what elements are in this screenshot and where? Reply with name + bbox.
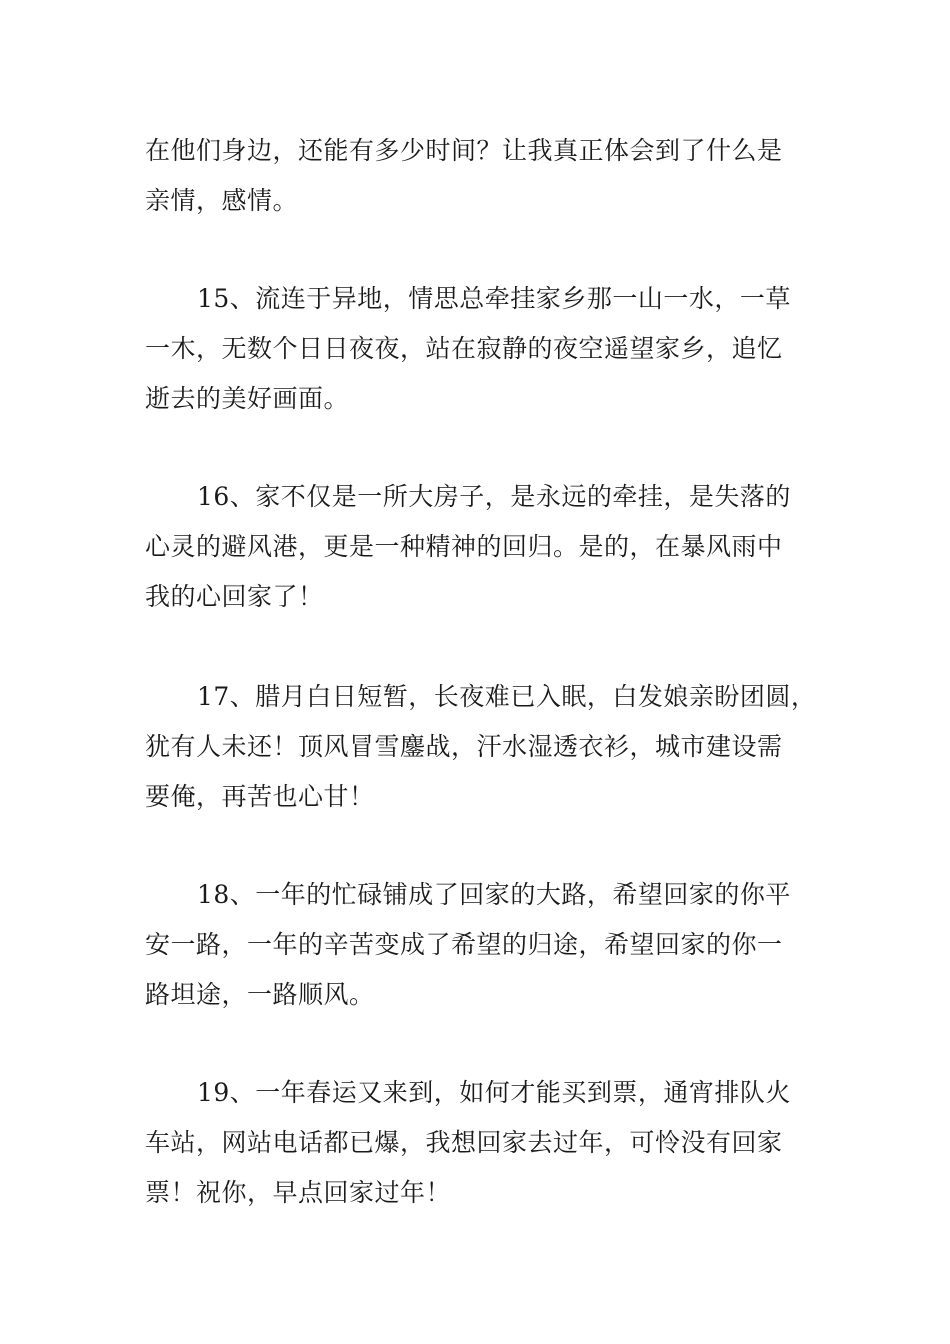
paragraph-line: 要俺，再苦也心甘！ [145,782,375,811]
paragraph-continuation [145,126,835,226]
paragraph-line: 16、家不仅是一所大房子，是永远的牵挂，是失落的 [197,482,791,511]
paragraph-line: 逝去的美好画面。 [145,384,350,413]
paragraph-item-15 [145,274,835,424]
paragraph-item-18 [145,870,835,1020]
paragraph-item-16 [145,472,835,622]
paragraph-line: 安一路，一年的辛苦变成了希望的归途，希望回家的你一 [145,930,783,959]
paragraph-line: 在他们身边，还能有多少时间？让我真正体会到了什么是 [145,136,783,165]
paragraph-line: 犹有人未还！顶风冒雪鏖战，汗水湿透衣衫，城市建设需 [145,732,783,761]
paragraph-line: 心灵的避风港，更是一种精神的回归。是的，在暴风雨中 [145,532,783,561]
paragraph-item-19 [145,1068,835,1218]
paragraph-line: 亲情，感情。 [145,186,299,215]
paragraph-line: 18、一年的忙碌铺成了回家的大路，希望回家的你平 [197,880,791,909]
paragraph-line: 17、腊月白日短暂，长夜难已入眠，白发娘亲盼团圆， [197,682,817,711]
paragraph-line: 路坦途，一路顺风。 [145,980,375,1009]
paragraph-line: 15、流连于异地，情思总牵挂家乡那一山一水，一草 [197,284,791,313]
paragraph-line: 我的心回家了！ [145,582,324,611]
paragraph-line: 一木，无数个日日夜夜，站在寂静的夜空遥望家乡，追忆 [145,334,783,363]
paragraph-line: 票！祝你，早点回家过年！ [145,1178,452,1207]
paragraph-item-17 [145,672,835,822]
paragraph-line: 车站，网站电话都已爆，我想回家去过年，可怜没有回家 [145,1128,783,1157]
paragraph-line: 19、一年春运又来到，如何才能买到票，通宵排队火 [197,1078,791,1107]
